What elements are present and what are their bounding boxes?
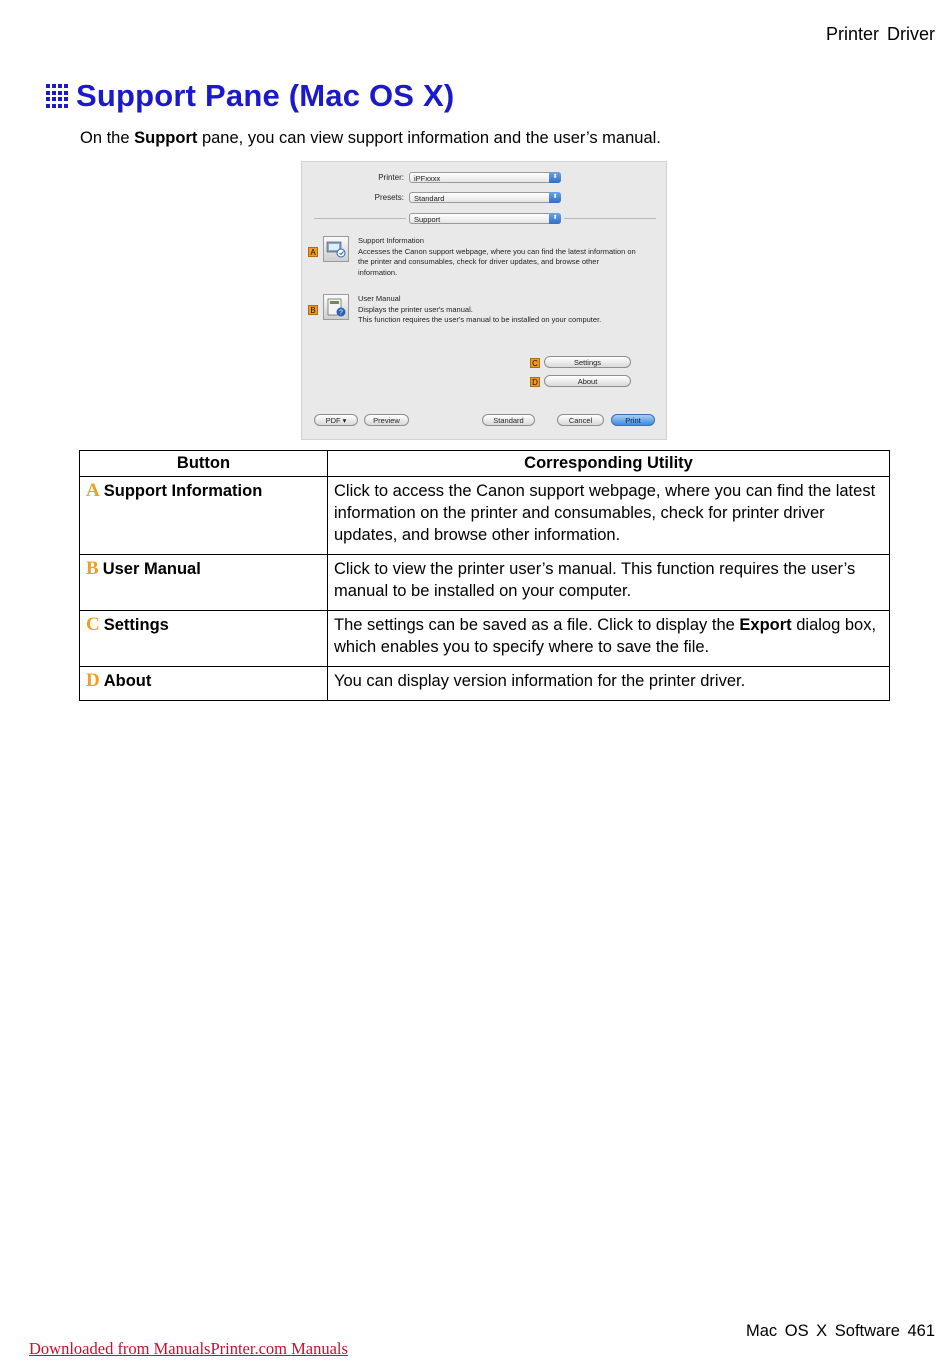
- description-cell: Click to view the printer user’s manual. This function requires the user’s manual to be installed on your computer.: [328, 555, 890, 611]
- description-cell: Click to access the Canon support webpage, where you can find the latest information on the printer and consumables, check for printer driver updates, and browse other information.: [328, 477, 890, 555]
- settings-button[interactable]: Settings: [544, 356, 631, 368]
- page-footer: Mac OS X Software 461: [746, 1322, 935, 1340]
- support-info-text: Accesses the Canon support webpage, where you can find the latest information on the printer and consumables, check for driver updates, and browse other information.: [358, 246, 636, 277]
- preview-button[interactable]: Preview: [364, 414, 409, 426]
- svg-text:?: ?: [339, 309, 343, 317]
- table-header-row: [80, 451, 890, 477]
- callout-badge-a: A: [308, 247, 318, 257]
- user-manual-title: User Manual: [358, 294, 401, 303]
- button-cell: [80, 477, 328, 555]
- column-header-utility: Corresponding Utility: [328, 451, 890, 477]
- section-heading: [46, 78, 454, 114]
- divider: [314, 218, 406, 219]
- callout-badge-d: D: [530, 377, 540, 387]
- button-name: User Manual: [102, 560, 201, 578]
- table-row: [80, 477, 890, 555]
- pane-popup-value: Support: [414, 215, 441, 224]
- divider: [564, 218, 656, 219]
- download-source-link[interactable]: Downloaded from ManualsPrinter.com Manuals: [29, 1339, 348, 1358]
- button-cell: [80, 611, 328, 667]
- presets-popup[interactable]: [409, 192, 561, 203]
- support-information-icon[interactable]: [323, 236, 349, 262]
- table-row: [80, 555, 890, 611]
- row-letter: A: [86, 480, 100, 501]
- button-utility-table: [79, 450, 890, 701]
- description-cell: [328, 611, 890, 667]
- popup-arrows-icon: ⬍: [549, 213, 561, 224]
- printer-popup-value: iPFxxxx: [414, 174, 441, 183]
- grid-bullet-icon: [46, 84, 70, 108]
- user-manual-text-1: Displays the printer user's manual.: [358, 304, 473, 314]
- printer-label: Printer:: [378, 173, 404, 182]
- row-letter: B: [86, 558, 99, 579]
- popup-arrows-icon: ⬍: [549, 192, 561, 203]
- cancel-button[interactable]: Cancel: [557, 414, 604, 426]
- about-button[interactable]: About: [544, 375, 631, 387]
- column-header-button: Button: [80, 451, 328, 477]
- user-manual-icon[interactable]: [323, 294, 349, 320]
- description-text-bold: Export: [739, 616, 792, 634]
- description-text-start: The settings can be saved as a file. Click to display the: [334, 616, 740, 634]
- user-manual-text-2: This function requires the user's manual to be installed on your computer.: [358, 315, 602, 324]
- table-row: [80, 611, 890, 667]
- description-cell: You can display version information for the printer driver.: [328, 667, 890, 701]
- pane-popup[interactable]: [409, 213, 561, 224]
- button-cell: [80, 555, 328, 611]
- pdf-button[interactable]: PDF ▾: [314, 414, 358, 426]
- callout-badge-c: C: [530, 358, 540, 368]
- user-manual-description: [358, 294, 638, 326]
- button-name: Settings: [103, 616, 169, 634]
- page-title: Support Pane (Mac OS X): [76, 78, 455, 113]
- button-cell: [80, 667, 328, 701]
- intro-text-start: On the: [80, 129, 135, 147]
- button-name: Support Information: [103, 482, 263, 500]
- support-info-title: Support Information: [358, 236, 424, 245]
- standard-button[interactable]: Standard: [482, 414, 535, 426]
- printer-popup[interactable]: [409, 172, 561, 183]
- support-info-description: [358, 236, 638, 278]
- print-button[interactable]: Print: [611, 414, 655, 426]
- callout-badge-b: B: [308, 305, 318, 315]
- intro-paragraph: [80, 129, 661, 148]
- presets-label: Presets:: [374, 193, 404, 202]
- print-dialog-screenshot: [301, 161, 667, 440]
- description-text-end: dialog box, which enables you to specify where to save the file.: [334, 616, 877, 656]
- intro-text-bold: Support: [134, 129, 198, 147]
- table-row: [80, 667, 890, 701]
- row-letter: C: [86, 614, 100, 635]
- row-letter: D: [86, 670, 100, 691]
- button-name: About: [103, 672, 152, 690]
- popup-arrows-icon: ⬍: [549, 172, 561, 183]
- running-header: Printer Driver: [825, 24, 935, 44]
- presets-popup-value: Standard: [414, 194, 445, 203]
- intro-text-end: pane, you can view support information and the user’s manual.: [197, 129, 661, 147]
